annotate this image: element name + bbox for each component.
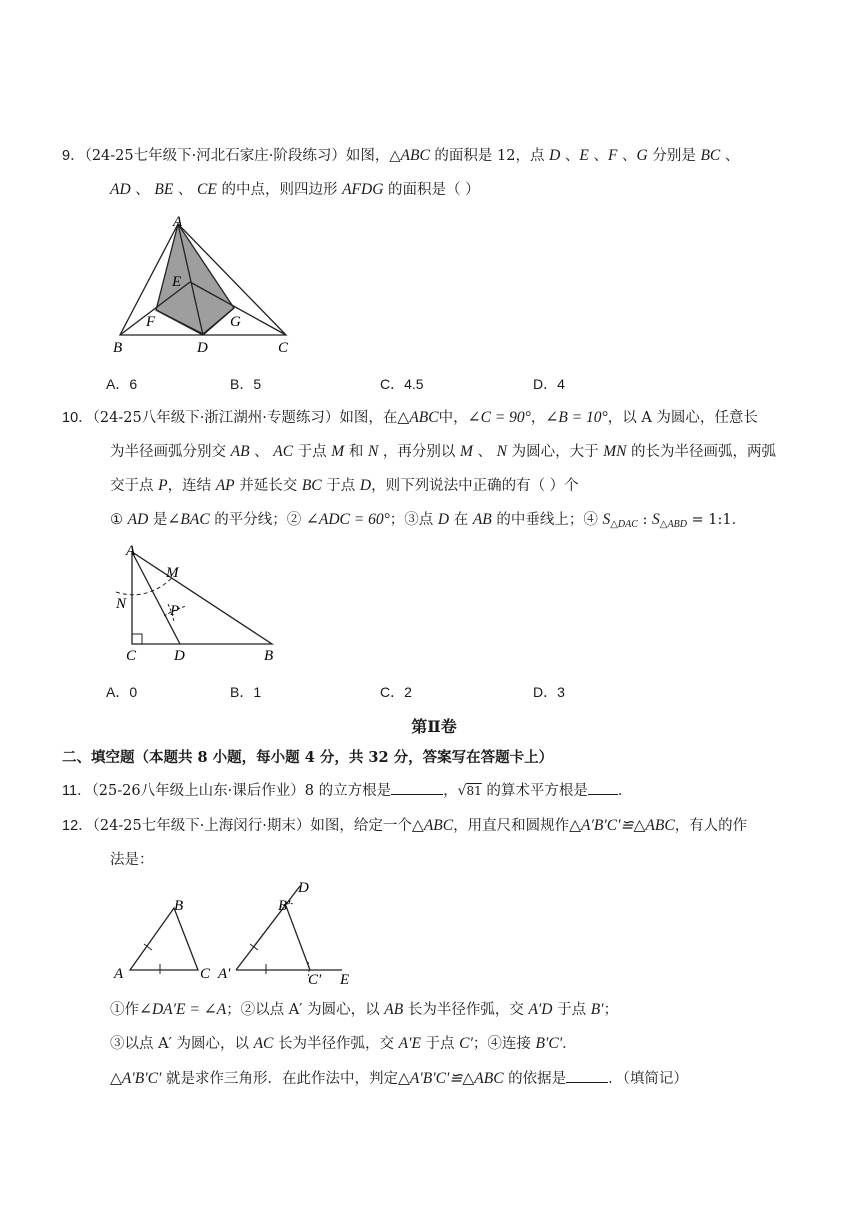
q10-text: 于点 xyxy=(321,478,360,494)
q11-text: ． xyxy=(617,783,633,799)
q10-angle-c: ∠C = 90° xyxy=(467,409,531,426)
q12-label-a1: A′ xyxy=(218,966,231,982)
q10-line-1 xyxy=(62,408,758,428)
q10-s: S xyxy=(652,511,660,528)
q10-text: 如图，在 xyxy=(339,410,398,426)
q11-text: 8 的立方根是 xyxy=(304,783,392,799)
q12-c1: C′ xyxy=(459,1035,473,1052)
q10-ab: AB xyxy=(230,443,250,460)
q9-sep: 、 xyxy=(173,182,198,198)
q9-abc: ABC xyxy=(400,147,430,164)
q10-option-d[interactable]: D．3 xyxy=(533,684,565,700)
q9-text: 的面积是 12，点 xyxy=(429,148,550,164)
q10-text: ， xyxy=(530,410,546,426)
q10-text: 交于点 xyxy=(110,478,159,494)
q10-text: 中， xyxy=(438,410,468,426)
q10-sub-abd: △ABD xyxy=(659,519,687,530)
q10-label-n: N xyxy=(116,596,127,612)
q10-line-3 xyxy=(110,476,579,496)
q10-ac: AC xyxy=(273,443,294,460)
q9-ce: CE xyxy=(197,181,217,198)
q10-line-4 xyxy=(110,510,746,535)
q10-right-angle-mark xyxy=(132,634,142,644)
q9-text: 分别是 xyxy=(647,148,701,164)
q9-label-f: F xyxy=(146,314,156,330)
q12-label-b1: B′ xyxy=(278,898,291,914)
q10-text: ；③点 xyxy=(389,512,438,528)
q10-text: 于点 xyxy=(293,444,332,460)
q9-option-d[interactable]: D．4 xyxy=(533,376,565,392)
q10-text: ，则下列说法中正确的有（ ）个 xyxy=(371,478,579,494)
q10-tri-abc: △ABC xyxy=(397,409,439,426)
q12-source: （24-25七年级下·上海闵行·期末） xyxy=(92,818,311,834)
q10-d: D xyxy=(359,477,372,494)
q10-text: ，连结 xyxy=(167,478,216,494)
q10-text: ① xyxy=(110,512,128,528)
q12-text: ③以点 A′ 为圆心，以 xyxy=(110,1036,254,1052)
q10-label-c: C xyxy=(126,648,137,664)
q10-ap: AP xyxy=(215,477,235,494)
q10-m: M xyxy=(460,443,473,460)
q9-text: 的中点，则四边形 xyxy=(216,182,343,198)
q10-angle-bac: ∠BAC xyxy=(167,511,210,528)
q12-label-c: C xyxy=(200,966,211,982)
q9-tri: △ xyxy=(389,148,401,164)
q12-tri-a1b1c1: △A′B′C′ xyxy=(110,1070,162,1087)
q12-text: ；④连接 xyxy=(472,1036,536,1052)
q12-text: 于点 xyxy=(552,1002,591,1018)
q12-text: 的依据是 xyxy=(503,1071,567,1087)
q10-angle-adc: ∠ADC = 60° xyxy=(305,511,390,528)
q9-line-2 xyxy=(110,180,480,200)
q9-source: （24-25七年级下·河北石家庄·阶段练习） xyxy=(84,148,346,164)
part-two-heading: 二、填空题（本题共 8 小题，每小题 4 分，共 32 分，答案写在答题卡上） xyxy=(62,749,554,766)
q12-ad: A′D xyxy=(528,1001,553,1018)
q12-text: ． xyxy=(562,1036,577,1052)
q9-sep: 、 xyxy=(720,148,740,164)
q11-number: 11． xyxy=(62,783,92,799)
q12-ae: A′E xyxy=(398,1035,421,1052)
q12-ab: AB xyxy=(384,1001,404,1018)
q12-bc1: B′C′ xyxy=(535,1035,563,1052)
q10-figure xyxy=(108,540,298,670)
q10-ab: AB xyxy=(472,511,492,528)
q9-d: D xyxy=(549,147,561,164)
q12-text: 就是求作三角形．在此作法中，判定 xyxy=(161,1071,398,1087)
q9-label-a: A xyxy=(173,214,183,230)
q10-sub-dac: △DAC xyxy=(610,519,638,530)
q11-source: （25-26八年级上山东·课后作业） xyxy=(91,783,305,799)
q12-label-a: A xyxy=(114,966,124,982)
q9-label-g: G xyxy=(230,314,241,330)
section-title: 第Ⅱ卷 xyxy=(411,717,457,736)
q9-ad: AD xyxy=(110,181,131,198)
q12-step-line-2 xyxy=(110,1034,577,1054)
q10-m: M xyxy=(331,443,345,460)
q9-bc: BC xyxy=(700,147,721,164)
q10-sep: 、 xyxy=(472,444,497,460)
q9-label-e: E xyxy=(172,274,182,290)
q10-ad-text: AD xyxy=(127,511,149,528)
q10-mn: MN xyxy=(603,443,627,460)
q9-f: F xyxy=(607,147,618,164)
q9-option-a[interactable]: A．6 xyxy=(106,376,138,392)
q12-figure xyxy=(108,878,368,990)
q12-text: 如图，给定一个 xyxy=(310,818,412,834)
q9-option-b[interactable]: B．5 xyxy=(230,376,262,392)
q10-angle-b: ∠B = 10° xyxy=(545,409,608,426)
q10-label-p: P xyxy=(170,603,180,619)
q12-number: 12． xyxy=(62,818,93,834)
q9-be: BE xyxy=(154,181,174,198)
q11-text: 的算术平方根是 xyxy=(481,783,588,799)
q10-text: ，再分别以 xyxy=(378,444,460,460)
q12-text: ；②以点 A′ 为圆心，以 xyxy=(226,1002,385,1018)
q9-e: E xyxy=(579,147,589,164)
q9-sep: 、 xyxy=(560,148,580,164)
q9-number: 9． xyxy=(62,148,85,164)
q12-text: 长为半径作弧，交 xyxy=(273,1036,399,1052)
q10-s: S xyxy=(602,511,611,528)
q10-sep: 、 xyxy=(249,444,274,460)
q12-label-c1: C′ xyxy=(308,972,322,988)
q9-label-b: B xyxy=(113,340,123,356)
q10-option-c[interactable]: C．2 xyxy=(380,684,412,700)
q12-line-1 xyxy=(62,816,747,836)
q12-b1: B′ xyxy=(590,1001,604,1018)
q10-option-a[interactable]: A．0 xyxy=(106,684,138,700)
q12-text: ； xyxy=(603,1002,619,1018)
q11-text: ， xyxy=(443,783,458,799)
q9-g: G xyxy=(636,147,648,164)
q12-blank[interactable] xyxy=(566,1068,608,1083)
q10-source: （24-25八年级下·浙江湖州·专题练习） xyxy=(92,410,340,426)
q12-congruence: △A′B′C′≌△ABC xyxy=(569,817,675,834)
q12-line-2: 法是： xyxy=(110,852,154,868)
q10-p: P xyxy=(158,477,168,494)
q10-n: N xyxy=(496,443,507,460)
q10-label-d: D xyxy=(174,648,185,664)
q11-blank-1[interactable] xyxy=(391,780,443,795)
q10-text: 并延长交 xyxy=(234,478,302,494)
q10-ratio: = 1:1 xyxy=(686,512,732,528)
q10-text: 为圆心，大于 xyxy=(506,444,604,460)
q10-text: 的中垂线上；④ xyxy=(491,512,603,528)
q10-label-a: A xyxy=(126,543,136,559)
q12-tri-abc: △ABC xyxy=(411,817,454,834)
q10-d: D xyxy=(437,511,450,528)
q9-text: 如图， xyxy=(345,148,390,164)
q10-number: 10． xyxy=(62,410,93,426)
q9-text: 的面积是（ ） xyxy=(383,182,480,198)
q12-segment-bc xyxy=(286,906,310,970)
q9-afdg: AFDG xyxy=(342,181,384,198)
q12-text: ①作 xyxy=(110,1002,139,1018)
q10-option-b[interactable]: B．1 xyxy=(230,684,262,700)
q9-label-d: D xyxy=(197,340,208,356)
q12-angle: ∠DA′E = ∠A xyxy=(139,1001,227,1018)
q11-line xyxy=(62,780,632,801)
q10-label-m: M xyxy=(166,565,179,581)
q12-text: 于点 xyxy=(420,1036,460,1052)
q12-text: ，用直尺和圆规作 xyxy=(453,818,570,834)
q9-sep: 、 xyxy=(130,182,155,198)
q12-line-5 xyxy=(110,1068,688,1089)
q10-text: 的长为半径画弧，两弧 xyxy=(626,444,777,460)
q10-line-2 xyxy=(110,442,776,462)
q10-text: 为半径画弧分别交 xyxy=(110,444,231,460)
q12-text: ．（填简记） xyxy=(608,1071,688,1087)
q10-n: N xyxy=(367,443,379,460)
sqrt-icon: √ xyxy=(457,783,467,799)
q12-text: 长为半径作弧，交 xyxy=(403,1002,529,1018)
q11-radicand: 81 xyxy=(466,784,482,798)
q12-label-d: D xyxy=(298,880,309,896)
q10-colon: : xyxy=(637,512,653,528)
q10-triangle-acb xyxy=(132,552,272,644)
q9-sep: 、 xyxy=(617,148,637,164)
q10-text: ，以 A 为圆心，任意长 xyxy=(607,410,758,426)
q12-congruence: △A′B′C′≌△ABC xyxy=(397,1070,504,1087)
q10-bc: BC xyxy=(301,477,322,494)
q12-label-b: B xyxy=(174,898,184,914)
q12-ac: AC xyxy=(253,1035,274,1052)
q12-text: ，有人的作 xyxy=(674,818,748,834)
q10-text: 和 xyxy=(344,444,368,460)
q9-option-c[interactable]: C．4.5 xyxy=(380,376,424,392)
q10-text: 的平分线；② xyxy=(209,512,306,528)
q12-step-line-1 xyxy=(110,1000,618,1020)
q9-figure xyxy=(108,212,308,357)
q9-sep: 、 xyxy=(588,148,608,164)
q12-label-e: E xyxy=(340,972,350,988)
q12-triangle-abc xyxy=(130,908,198,970)
q10-label-b: B xyxy=(264,648,274,664)
q9-line-1 xyxy=(62,146,739,166)
q11-blank-2[interactable] xyxy=(588,780,618,795)
q9-label-c: C xyxy=(278,340,289,356)
q10-end: ． xyxy=(731,512,747,528)
q10-text: 是 xyxy=(148,512,168,528)
q10-text: 在 xyxy=(449,512,473,528)
